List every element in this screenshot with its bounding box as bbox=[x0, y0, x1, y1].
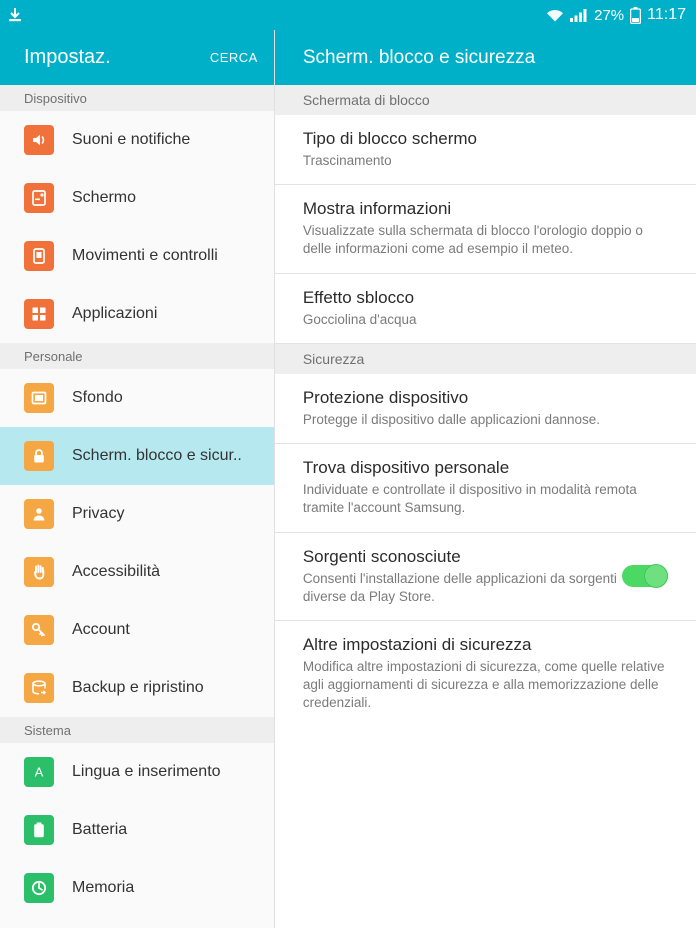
storage-icon bbox=[24, 873, 54, 903]
setting-row[interactable] bbox=[275, 374, 696, 444]
setting-title: Altre impostazioni di sicurezza bbox=[302, 634, 532, 654]
display-icon bbox=[24, 183, 54, 213]
sidebar-item-accessibilit[interactable] bbox=[0, 543, 274, 601]
setting-row[interactable] bbox=[275, 115, 696, 185]
signal-icon bbox=[570, 8, 588, 23]
detail-pane bbox=[275, 30, 696, 928]
setting-title: Mostra informazioni bbox=[302, 199, 452, 219]
sidebar-title: Impostaz. bbox=[24, 46, 111, 68]
sound-icon bbox=[24, 125, 54, 155]
sidebar-item-account[interactable] bbox=[0, 601, 274, 659]
detail-section-header: Schermata di blocco bbox=[275, 85, 696, 115]
sidebar-item-label: Sfondo bbox=[72, 389, 123, 406]
account-key-icon bbox=[24, 615, 54, 645]
sidebar-item-scherm-blocco-e-sicur[interactable] bbox=[0, 427, 274, 485]
sidebar-item-label: Accessibilità bbox=[72, 563, 161, 580]
sidebar-item-sfondo[interactable] bbox=[0, 369, 274, 427]
sidebar-section-header: Dispositivo bbox=[0, 85, 274, 111]
status-bar-left bbox=[8, 7, 22, 23]
unknown-sources-toggle[interactable] bbox=[622, 565, 668, 587]
sidebar-item-label: Movimenti e controlli bbox=[72, 247, 218, 264]
sidebar-header bbox=[0, 30, 274, 85]
svg-text:A: A bbox=[34, 764, 44, 780]
setting-title: Trova dispositivo personale bbox=[302, 458, 510, 478]
setting-title: Sorgenti sconosciute bbox=[302, 546, 461, 566]
detail-section-header: Sicurezza bbox=[275, 344, 696, 374]
settings-sidebar bbox=[0, 30, 275, 928]
search-button[interactable]: CERCA bbox=[209, 50, 258, 65]
detail-title: Scherm. blocco e sicurezza bbox=[275, 30, 696, 85]
sidebar-section-header: Personale bbox=[0, 343, 274, 369]
clock: 11:17 bbox=[647, 6, 686, 23]
battery-green-icon bbox=[24, 815, 54, 845]
setting-row[interactable] bbox=[275, 621, 696, 727]
sidebar-item-lingua-e-inserimento[interactable] bbox=[0, 743, 274, 801]
setting-title: Tipo di blocco schermo bbox=[302, 129, 478, 148]
sidebar-item-applicazioni[interactable] bbox=[0, 285, 274, 343]
sidebar-item-label: Memoria bbox=[72, 879, 135, 896]
sidebar-item-memoria[interactable] bbox=[0, 859, 274, 917]
setting-title: Effetto sblocco bbox=[302, 287, 415, 307]
sidebar-item-label: Suoni e notifiche bbox=[72, 131, 191, 148]
setting-row[interactable] bbox=[275, 274, 696, 344]
sidebar-item-label: Lingua e inserimento bbox=[72, 763, 221, 780]
sidebar-item-label: Backup e ripristino bbox=[72, 679, 204, 696]
setting-subtitle: Trascinamento bbox=[302, 153, 392, 168]
accessibility-icon bbox=[24, 557, 54, 587]
privacy-icon bbox=[24, 499, 54, 529]
setting-subtitle: Modifica altre impostazioni di sicurezza, come quelle relative agli aggiornamenti di sicurezza e alla memorizzazione delle credenziali. bbox=[302, 658, 665, 711]
download-icon bbox=[8, 7, 22, 23]
setting-row[interactable] bbox=[275, 533, 696, 621]
setting-row[interactable] bbox=[275, 185, 696, 273]
status-bar bbox=[0, 0, 696, 30]
setting-subtitle: Individuate e controllate il dispositivo in modalità remota tramite l'account Samsung. bbox=[302, 482, 637, 516]
wallpaper-icon bbox=[24, 383, 54, 413]
wifi-icon bbox=[546, 8, 564, 23]
battery-icon bbox=[630, 7, 641, 24]
lock-icon bbox=[24, 441, 54, 471]
sidebar-item-suoni-e-notifiche[interactable] bbox=[0, 111, 274, 169]
sidebar-item-schermo[interactable] bbox=[0, 169, 274, 227]
status-bar-right bbox=[546, 6, 686, 24]
sidebar-section-header: Sistema bbox=[0, 717, 274, 743]
sidebar-item-label: Schermo bbox=[72, 189, 137, 206]
motion-icon bbox=[24, 241, 54, 271]
sidebar-item-label: Applicazioni bbox=[72, 305, 158, 322]
setting-row[interactable] bbox=[275, 444, 696, 532]
backup-icon bbox=[24, 673, 54, 703]
setting-subtitle: Protegge il dispositivo dalle applicazioni dannose. bbox=[302, 411, 601, 427]
main-body bbox=[0, 30, 696, 928]
sidebar-item-label: Account bbox=[72, 621, 130, 638]
sidebar-item-label: Privacy bbox=[72, 505, 125, 522]
detail-empty-space bbox=[275, 727, 696, 928]
sidebar-item-label: Scherm. blocco e sicur.. bbox=[72, 447, 242, 464]
apps-icon bbox=[24, 299, 54, 329]
sidebar-item-batteria[interactable] bbox=[0, 801, 274, 859]
setting-subtitle: Gocciolina d'acqua bbox=[302, 311, 417, 327]
sidebar-item-label: Batteria bbox=[72, 821, 128, 838]
setting-title: Protezione dispositivo bbox=[302, 387, 469, 407]
language-icon bbox=[24, 757, 54, 787]
battery-percent: 27% bbox=[594, 6, 625, 24]
sidebar-item-privacy[interactable] bbox=[0, 485, 274, 543]
sidebar-item-backup-e-ripristino[interactable] bbox=[0, 659, 274, 717]
sidebar-item-movimenti-e-controlli[interactable] bbox=[0, 227, 274, 285]
sidebar-list[interactable] bbox=[0, 85, 274, 928]
detail-list bbox=[275, 85, 696, 727]
toggle-knob bbox=[644, 564, 668, 588]
setting-subtitle: Visualizzate sulla schermata di blocco l'orologio doppio o delle informazioni come ad esempio il meteo. bbox=[302, 223, 643, 257]
setting-subtitle: Consenti l'installazione delle applicazioni da sorgenti diverse da Play Store. bbox=[302, 570, 617, 604]
